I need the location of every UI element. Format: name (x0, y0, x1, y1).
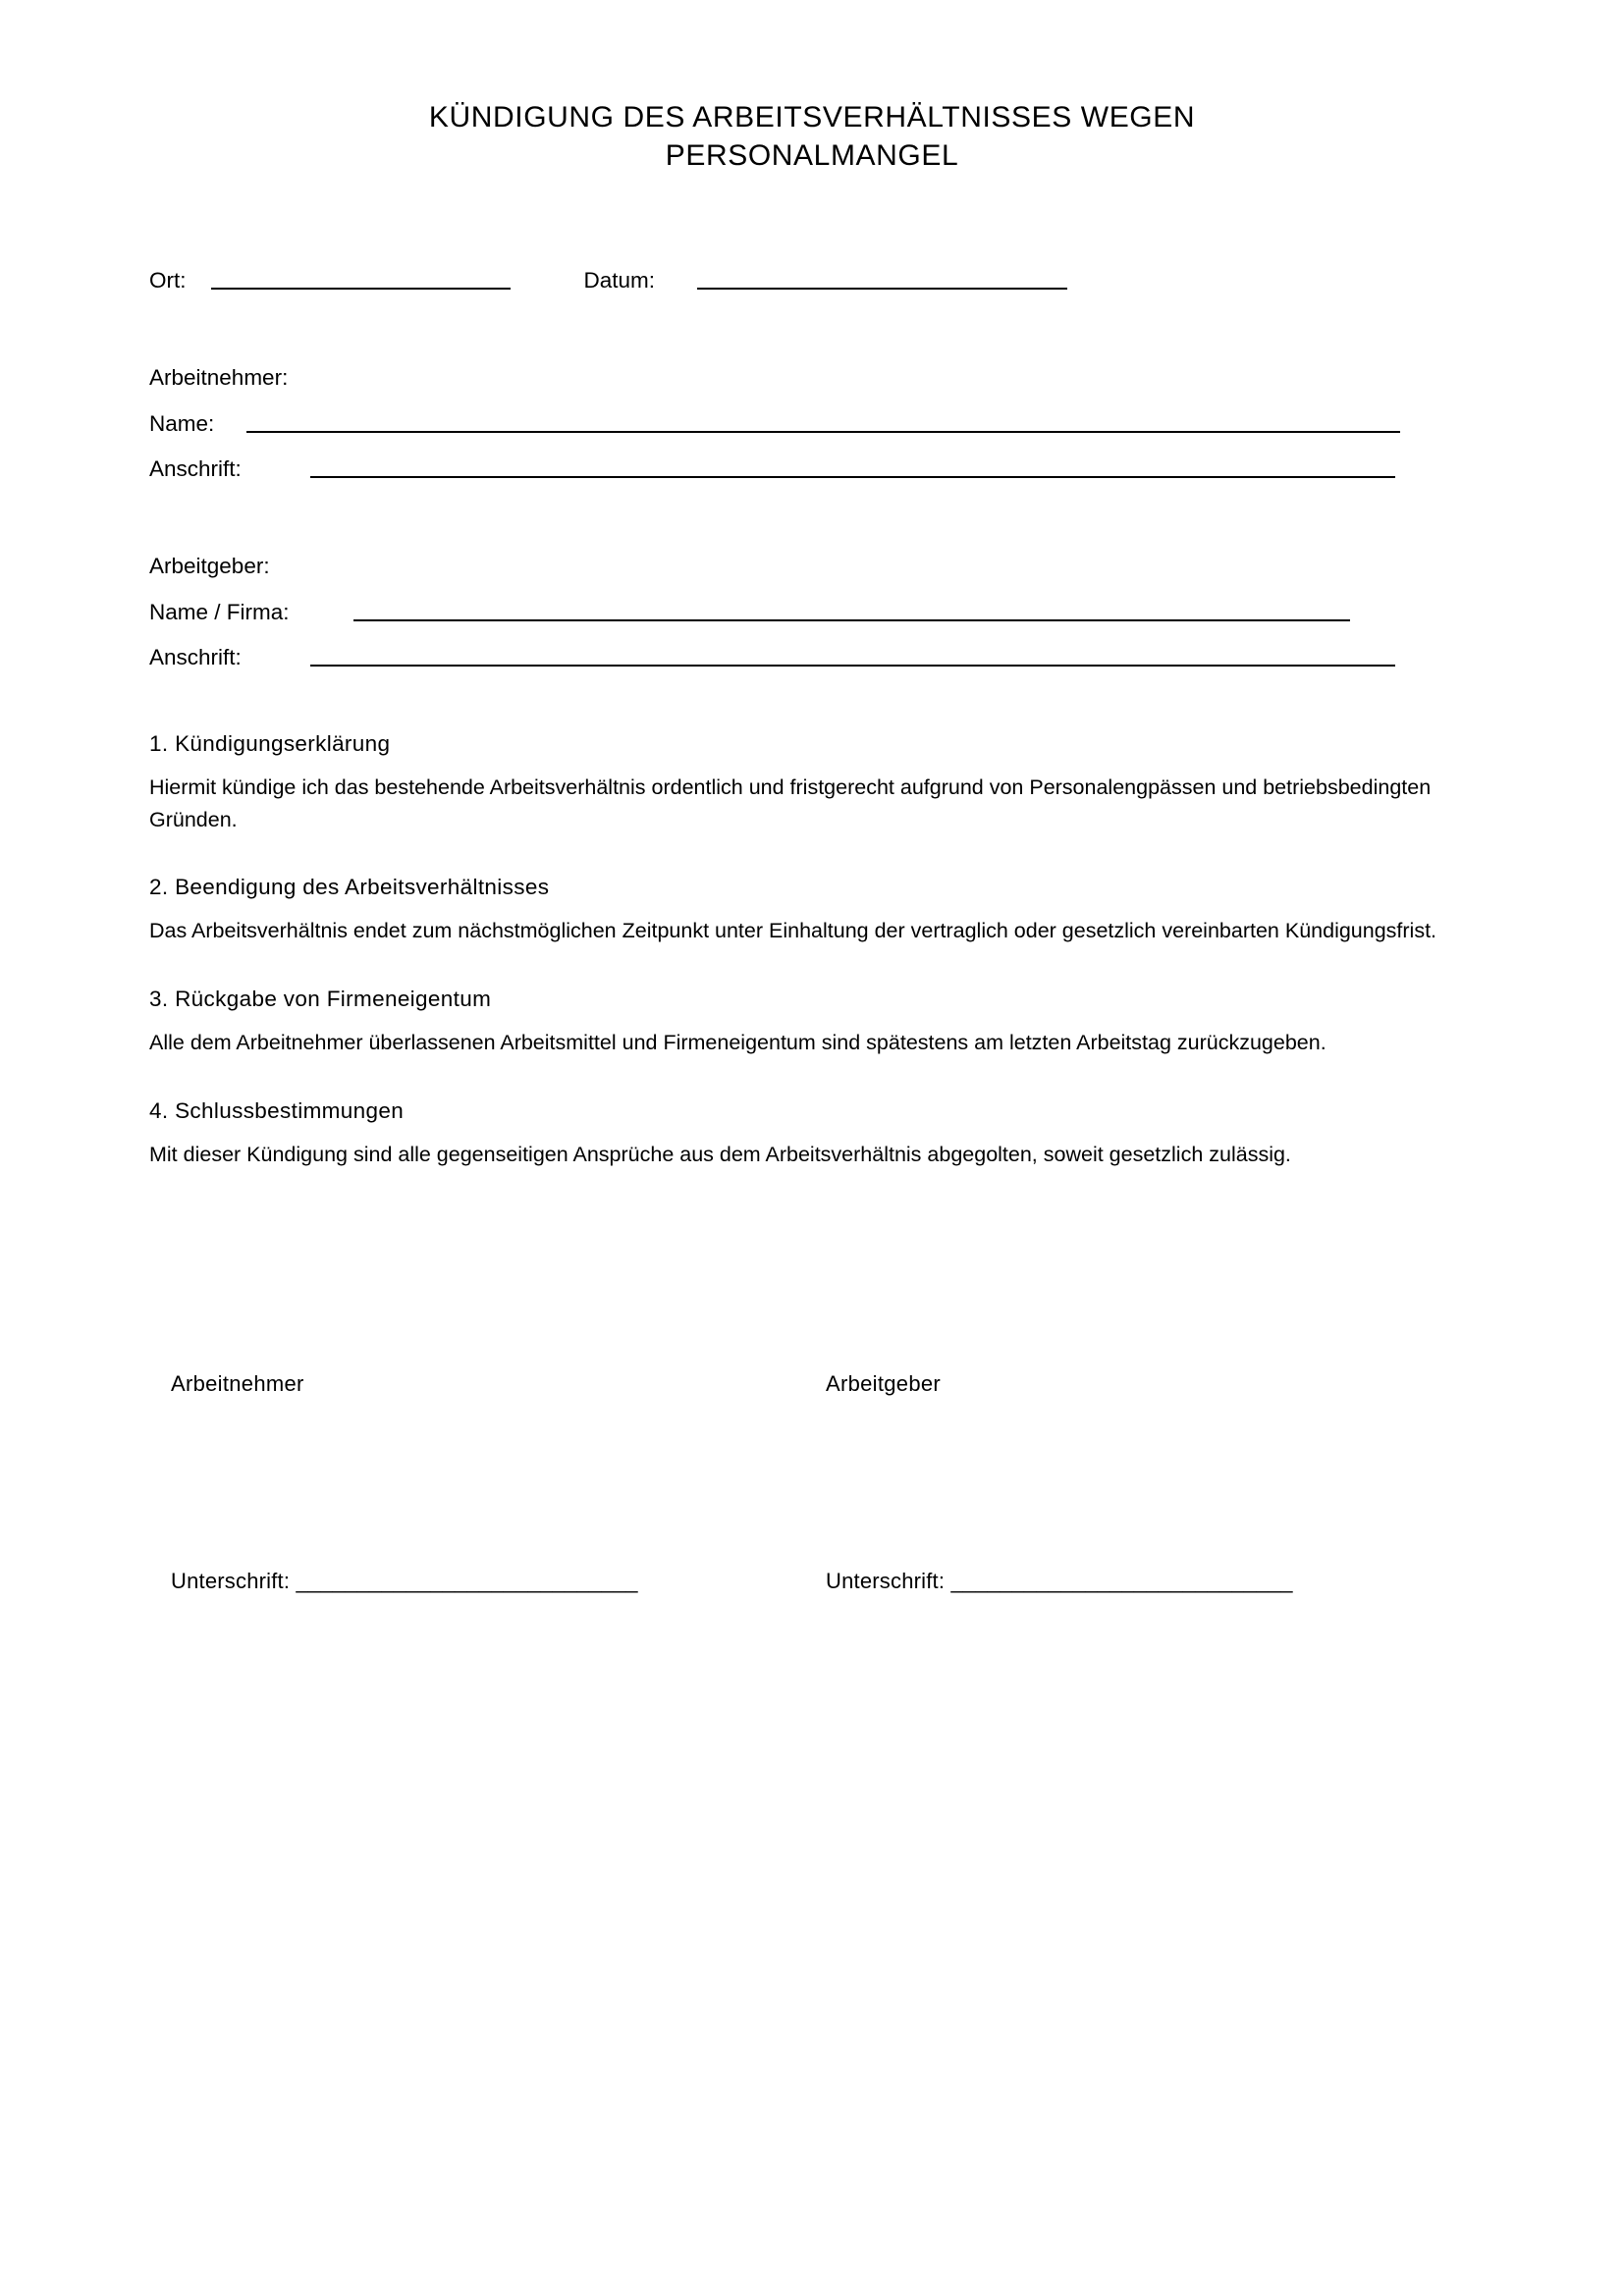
clause-3-heading: 3. Rückgabe von Firmeneigentum (149, 987, 492, 1012)
clause-1-heading: 1. Kündigungserklärung (149, 731, 391, 756)
clause-2-heading: 2. Beendigung des Arbeitsverhältnisses (149, 875, 550, 900)
clause-2 (149, 875, 1477, 947)
document-title-line-2: PERSONALMANGEL (665, 139, 959, 172)
clause-1 (149, 731, 1477, 835)
clauses (149, 731, 1477, 1170)
document-content (0, 268, 1624, 1594)
clause-4 (149, 1098, 1477, 1171)
signature-caption-employer: Arbeitgeber (826, 1371, 942, 1397)
signature-captions (149, 1371, 1477, 1397)
employee-heading: Arbeitnehmer: (149, 365, 289, 390)
clause-4-heading: 4. Schlussbestimmungen (149, 1097, 405, 1123)
clause-3 (149, 987, 1477, 1059)
signature-lines (149, 1569, 1477, 1594)
clause-1-body: Hiermit kündige ich das bestehende Arbeitsverhältnis ordentlich und fristgerecht aufgrund von Personalengpässen und betriebsbedingten Gründen. (149, 775, 1432, 831)
employer-signature-line[interactable]: Unterschrift: ____________________________ (826, 1569, 1293, 1594)
clause-2-body: Das Arbeitsverhältnis endet zum nächstmöglichen Zeitpunkt unter Einhaltung der vertraglich oder gesetzlich vereinbarten Kündigungsfrist. (149, 919, 1437, 943)
date-input-line[interactable] (697, 288, 1067, 290)
employee-address-row (149, 456, 1477, 482)
place-input-line[interactable] (211, 288, 511, 290)
employer-block (149, 554, 1477, 670)
place-date-row (149, 268, 1477, 294)
employer-name-row (149, 600, 1477, 625)
employee-signature-line[interactable]: Unterschrift: ____________________________ (171, 1569, 638, 1594)
date-label: Datum: (583, 268, 656, 293)
employer-address-input-line[interactable] (310, 665, 1395, 667)
document-title (0, 98, 1624, 175)
clause-4-body: Mit dieser Kündigung sind alle gegenseitigen Ansprüche aus dem Arbeitsverhältnis abgegolten, soweit gesetzlich zulässig. (149, 1142, 1291, 1166)
employee-name-row (149, 411, 1477, 437)
employer-address-row (149, 645, 1477, 670)
employer-heading: Arbeitgeber: (149, 554, 270, 578)
employee-address-label: Anschrift: (149, 456, 242, 481)
employee-block (149, 365, 1477, 482)
employee-address-input-line[interactable] (310, 476, 1395, 478)
clause-3-body: Alle dem Arbeitnehmer überlassenen Arbeitsmittel und Firmeneigentum sind spätestens am letzten Arbeitstag zurückzugeben. (149, 1031, 1326, 1055)
employee-name-label: Name: (149, 411, 215, 436)
document-title-line-1: KÜNDIGUNG DES ARBEITSVERHÄLTNISSES WEGEN (428, 101, 1196, 133)
employer-name-input-line[interactable] (353, 619, 1350, 621)
place-label: Ort: (149, 268, 187, 293)
employee-name-input-line[interactable] (246, 431, 1400, 433)
signature-caption-employee: Arbeitnehmer (171, 1371, 304, 1397)
employer-name-label: Name / Firma: (149, 600, 290, 624)
employer-address-label: Anschrift: (149, 645, 242, 669)
